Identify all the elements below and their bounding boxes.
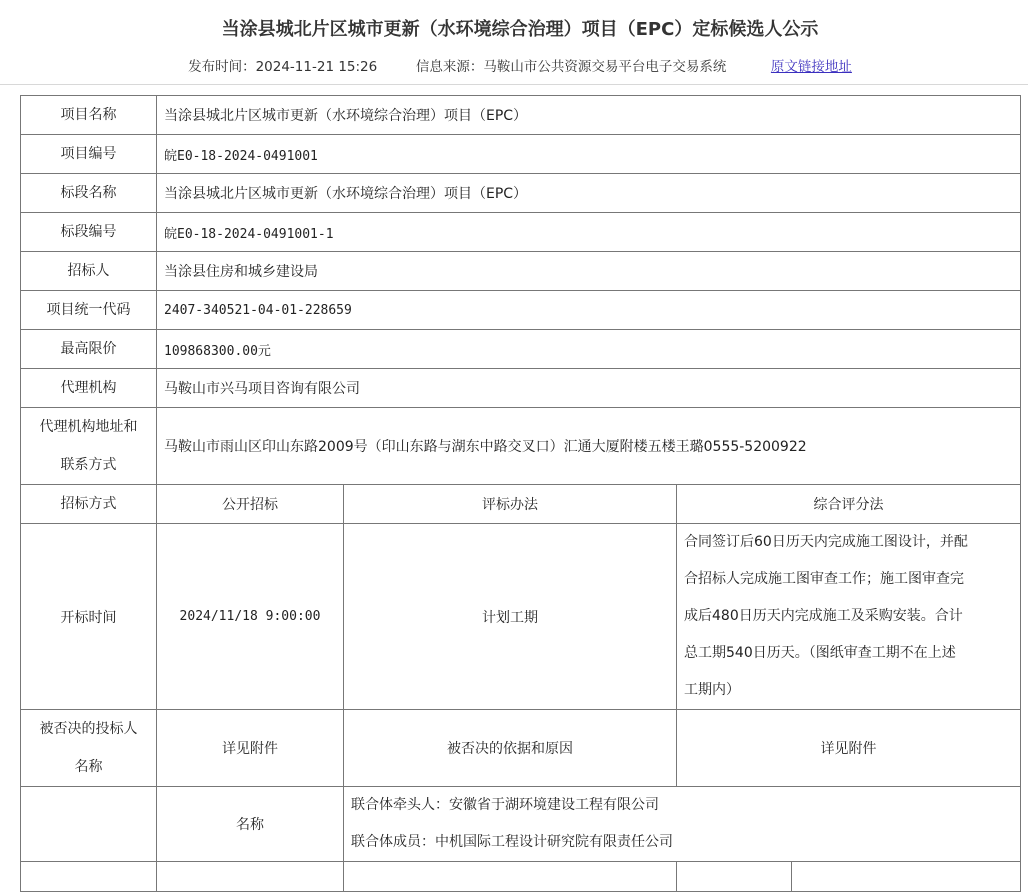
max-price-value: 109868300.00元: [157, 330, 1021, 369]
table-row: [21, 485, 1021, 524]
period-line: 成后480日历天内完成施工及采购安装。合计: [684, 608, 963, 624]
source: 马鞍山市公共资源交易平台电子交易系统: [483, 59, 727, 75]
tenderer-value: 当涂县住房和城乡建设局: [157, 252, 1021, 291]
rejection-reason-value: 详见附件: [677, 710, 1021, 787]
rejected-label: [21, 710, 157, 787]
eval-method-value: 综合评分法: [677, 485, 1021, 524]
table-row: [21, 330, 1021, 369]
method-label: 招标方式: [21, 485, 157, 524]
empty-cell: [792, 862, 1021, 892]
table-row: [21, 96, 1021, 135]
agency-contact-label-line: 代理机构地址和: [39, 419, 138, 435]
planned-period-value: [677, 524, 1021, 710]
period-line: 工期内）: [684, 682, 740, 698]
source-label: 信息来源：: [415, 59, 484, 75]
announcement-table: [20, 95, 1021, 892]
candidate-blank-cell: [21, 787, 157, 862]
candidate-name-value: [344, 787, 1021, 862]
tenderer-label: 招标人: [21, 252, 157, 291]
period-line: 总工期540日历天。（图纸审查工期不在上述: [684, 645, 956, 661]
agency-contact-label-line: 联系方式: [60, 457, 117, 473]
divider: [0, 84, 1028, 85]
table-row: [21, 408, 1021, 485]
candidate-name-label: 名称: [157, 787, 344, 862]
project-name-label: 项目名称: [21, 96, 157, 135]
period-line: 合招标人完成施工图审查工作；施工图审查完: [684, 571, 964, 587]
section-code-value: 皖E0-18-2024-0491001-1: [157, 213, 1021, 252]
meta-bar: [0, 55, 1028, 75]
consortium-lead: 联合体牵头人：安徽省于湖环境建设工程有限公司: [351, 797, 659, 813]
agency-label: 代理机构: [21, 369, 157, 408]
empty-cell: [21, 862, 157, 892]
opening-time-label: 开标时间: [21, 524, 157, 710]
agency-contact-label: [21, 408, 157, 485]
empty-cell: [344, 862, 677, 892]
rejected-label-line: 被否决的投标人: [39, 721, 138, 737]
method-value: 公开招标: [157, 485, 344, 524]
consortium-member: 联合体成员：中机国际工程设计研究院有限责任公司: [351, 834, 673, 850]
agency-value: 马鞍山市兴马项目咨询有限公司: [157, 369, 1021, 408]
max-price-label: 最高限价: [21, 330, 157, 369]
table-row: [21, 174, 1021, 213]
section-name-value: 当涂县城北片区城市更新（水环境综合治理）项目（EPC）: [157, 174, 1021, 213]
publish-time: 2024-11-21 15:26: [255, 59, 378, 75]
unified-code-value: 2407-340521-04-01-228659: [157, 291, 1021, 330]
empty-cell: [677, 862, 792, 892]
table-row: [21, 135, 1021, 174]
table-row: [21, 862, 1021, 892]
page-title: 当涂县城北片区城市更新（水环境综合治理）项目（EPC）定标候选人公示: [221, 19, 819, 40]
original-link[interactable]: 原文链接地址: [770, 59, 852, 75]
agency-contact-value: 马鞍山市雨山区印山东路2009号（印山东路与湖东中路交叉口）汇通大厦附楼五楼王璐0555-5200922: [157, 408, 1021, 485]
project-code-label: 项目编号: [21, 135, 157, 174]
table-row: [21, 252, 1021, 291]
table-row: [21, 710, 1021, 787]
table-row: [21, 213, 1021, 252]
period-line: 合同签订后60日历天内完成施工图设计，并配: [684, 534, 968, 550]
opening-time-value: 2024/11/18 9:00:00: [157, 524, 344, 710]
project-name-value: 当涂县城北片区城市更新（水环境综合治理）项目（EPC）: [157, 96, 1021, 135]
table-row: [21, 291, 1021, 330]
section-name-label: 标段名称: [21, 174, 157, 213]
empty-cell: [157, 862, 344, 892]
eval-method-label: 评标办法: [344, 485, 677, 524]
rejection-reason-label: 被否决的依据和原因: [344, 710, 677, 787]
rejected-value: 详见附件: [157, 710, 344, 787]
table-row: [21, 787, 1021, 862]
publish-time-label: 发布时间：: [188, 59, 256, 75]
rejected-label-line: 名称: [74, 759, 103, 775]
project-code-value: 皖E0-18-2024-0491001: [157, 135, 1021, 174]
planned-period-label: 计划工期: [344, 524, 677, 710]
table-row: [21, 369, 1021, 408]
section-code-label: 标段编号: [21, 213, 157, 252]
unified-code-label: 项目统一代码: [21, 291, 157, 330]
table-row: [21, 524, 1021, 710]
